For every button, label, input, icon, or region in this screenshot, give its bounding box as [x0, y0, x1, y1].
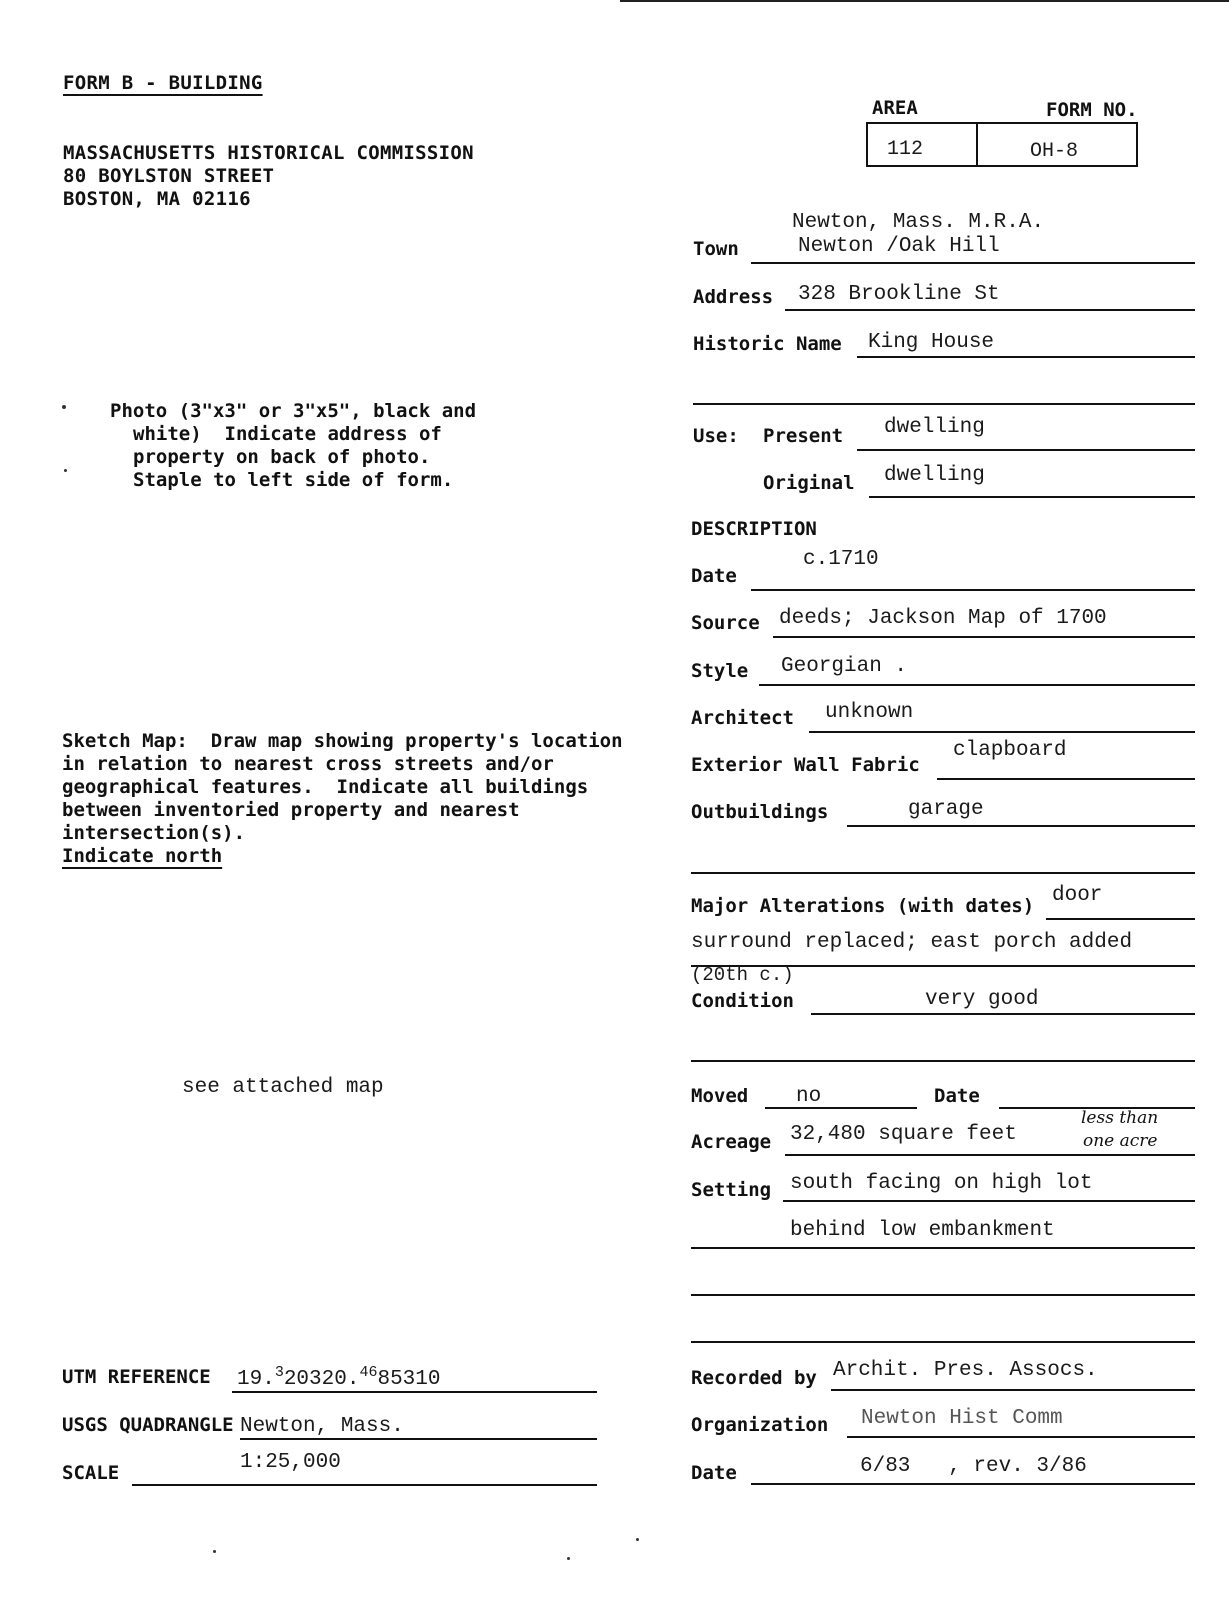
alterations-value-2: surround replaced; east porch added: [691, 931, 1133, 954]
moved-label: Moved: [691, 1085, 749, 1107]
style-line: [759, 684, 1195, 686]
address-line: [785, 309, 1195, 311]
wall-fabric-line: [937, 778, 1195, 780]
setting-line-1: [783, 1200, 1195, 1202]
condition-label: Condition: [691, 990, 794, 1012]
utm-label: UTM REFERENCE: [62, 1366, 211, 1388]
sketch-instruction-north: Indicate north: [62, 845, 223, 867]
town-line: [751, 262, 1195, 264]
address-label: Address: [693, 286, 774, 308]
photo-instruction-line: Staple to left side of form.: [133, 469, 454, 491]
source-line: [773, 636, 1195, 638]
recorded-date-line: [751, 1483, 1195, 1485]
outbuildings-label: Outbuildings: [691, 801, 829, 823]
speck: [636, 1538, 639, 1541]
wall-fabric-value: clapboard: [953, 739, 1067, 762]
blank-line: [691, 1060, 1195, 1062]
photo-instruction-line: Photo (3"x3" or 3"x5", black and: [110, 400, 477, 422]
commission-street: 80 BOYLSTON STREET: [63, 165, 275, 187]
setting-line-2: [691, 1247, 1195, 1249]
blank-line: [691, 1294, 1195, 1296]
recorded-date-label: Date: [691, 1462, 737, 1484]
form-no-label: FORM NO.: [1046, 99, 1138, 121]
commission-city: BOSTON, MA 02116: [63, 188, 251, 210]
date-line: [751, 589, 1195, 591]
moved-line: [765, 1107, 917, 1109]
acreage-note-1: less than: [1081, 1108, 1159, 1128]
historic-name-value: King House: [868, 331, 995, 354]
recorded-by-value: Archit. Pres. Assocs.: [833, 1359, 1098, 1382]
sketch-instruction-line: in relation to nearest cross streets and/or: [62, 753, 554, 775]
wall-fabric-label: Exterior Wall Fabric: [691, 754, 920, 776]
present-line: [857, 449, 1195, 451]
blank-line: [693, 403, 1195, 405]
moved-value: no: [796, 1085, 822, 1108]
sketch-instruction-line: Sketch Map: Draw map showing property's location: [62, 730, 623, 752]
present-label: Present: [763, 425, 844, 447]
acreage-note-2: one acre: [1083, 1131, 1158, 1151]
alterations-value-3: (20th c.): [691, 964, 794, 986]
area-label: AREA: [872, 97, 918, 119]
alterations-label: Major Alterations (with dates): [691, 895, 1035, 917]
description-label: DESCRIPTION: [691, 518, 817, 540]
form-title: FORM B - BUILDING: [63, 72, 263, 94]
date-label: Date: [691, 565, 737, 587]
paper-top-edge: [620, 0, 1229, 2]
scale-value: 1:25,000: [240, 1451, 341, 1474]
moved-date-label: Date: [934, 1085, 980, 1107]
architect-value: unknown: [825, 701, 914, 724]
utm-line: [232, 1391, 597, 1393]
acreage-value: 32,480 square feet: [790, 1123, 1017, 1146]
condition-value: very good: [925, 988, 1039, 1011]
sketch-instruction-line: intersection(s).: [62, 822, 246, 844]
setting-value-1: south facing on high lot: [790, 1172, 1093, 1195]
alterations-value-1: door: [1052, 884, 1103, 907]
setting-value-2: behind low embankment: [790, 1219, 1055, 1242]
commission-name: MASSACHUSETTS HISTORICAL COMMISSION: [63, 142, 474, 164]
style-label: Style: [691, 660, 749, 682]
historic-name-line: [857, 356, 1195, 358]
usgs-value: Newton, Mass.: [240, 1415, 404, 1438]
sketch-instruction-line: geographical features. Indicate all buildings: [62, 776, 589, 798]
present-value: dwelling: [884, 416, 985, 439]
date-value: c.1710: [803, 548, 879, 571]
acreage-line: [785, 1154, 1195, 1156]
photo-instruction-line: white) Indicate address of: [133, 423, 442, 445]
original-line: [869, 496, 1195, 498]
town-value: Newton /Oak Hill: [798, 235, 1000, 258]
source-value: deeds; Jackson Map of 1700: [779, 607, 1107, 630]
recorded-date-value: 6/83 , rev. 3/86: [860, 1455, 1087, 1478]
original-value: dwelling: [884, 464, 985, 487]
architect-line: [809, 731, 1195, 733]
sketch-instruction-line: between inventoried property and nearest: [62, 799, 520, 821]
utm-value: 19.$^3$20320.4685310: [237, 1364, 441, 1391]
blank-line: [691, 1341, 1195, 1343]
scale-label: SCALE: [62, 1462, 120, 1484]
staple-mark: [62, 405, 66, 409]
historic-name-label: Historic Name: [693, 333, 842, 355]
speck: [567, 1557, 570, 1560]
organization-label: Organization: [691, 1414, 829, 1436]
outbuildings-line: [847, 825, 1195, 827]
acreage-label: Acreage: [691, 1131, 772, 1153]
blank-line: [691, 872, 1195, 874]
town-line1: Newton, Mass. M.R.A.: [792, 211, 1045, 234]
staple-mark: [64, 469, 67, 472]
form-no-value: OH-8: [1030, 140, 1079, 163]
architect-label: Architect: [691, 707, 794, 729]
usgs-label: USGS QUADRANGLE: [62, 1414, 234, 1436]
usgs-line: [240, 1438, 597, 1440]
see-attached-map: see attached map: [182, 1076, 384, 1099]
town-label: Town: [693, 238, 739, 260]
use-label: Use:: [693, 425, 739, 447]
original-label: Original: [763, 472, 855, 494]
photo-instruction-line: property on back of photo.: [133, 446, 431, 468]
alterations-line-1: [1046, 918, 1195, 920]
condition-line: [811, 1013, 1195, 1015]
source-label: Source: [691, 612, 760, 634]
organization-line: [847, 1436, 1195, 1438]
area-value: 112: [887, 138, 924, 161]
outbuildings-value: garage: [908, 798, 984, 821]
recorded-by-label: Recorded by: [691, 1367, 817, 1389]
style-value: Georgian .: [781, 655, 908, 678]
organization-value: Newton Hist Comm: [861, 1407, 1063, 1430]
speck: [213, 1550, 216, 1553]
scale-line: [132, 1484, 597, 1486]
setting-label: Setting: [691, 1179, 772, 1201]
address-value: 328 Brookline St: [798, 283, 1000, 306]
recorded-by-line: [831, 1389, 1195, 1391]
